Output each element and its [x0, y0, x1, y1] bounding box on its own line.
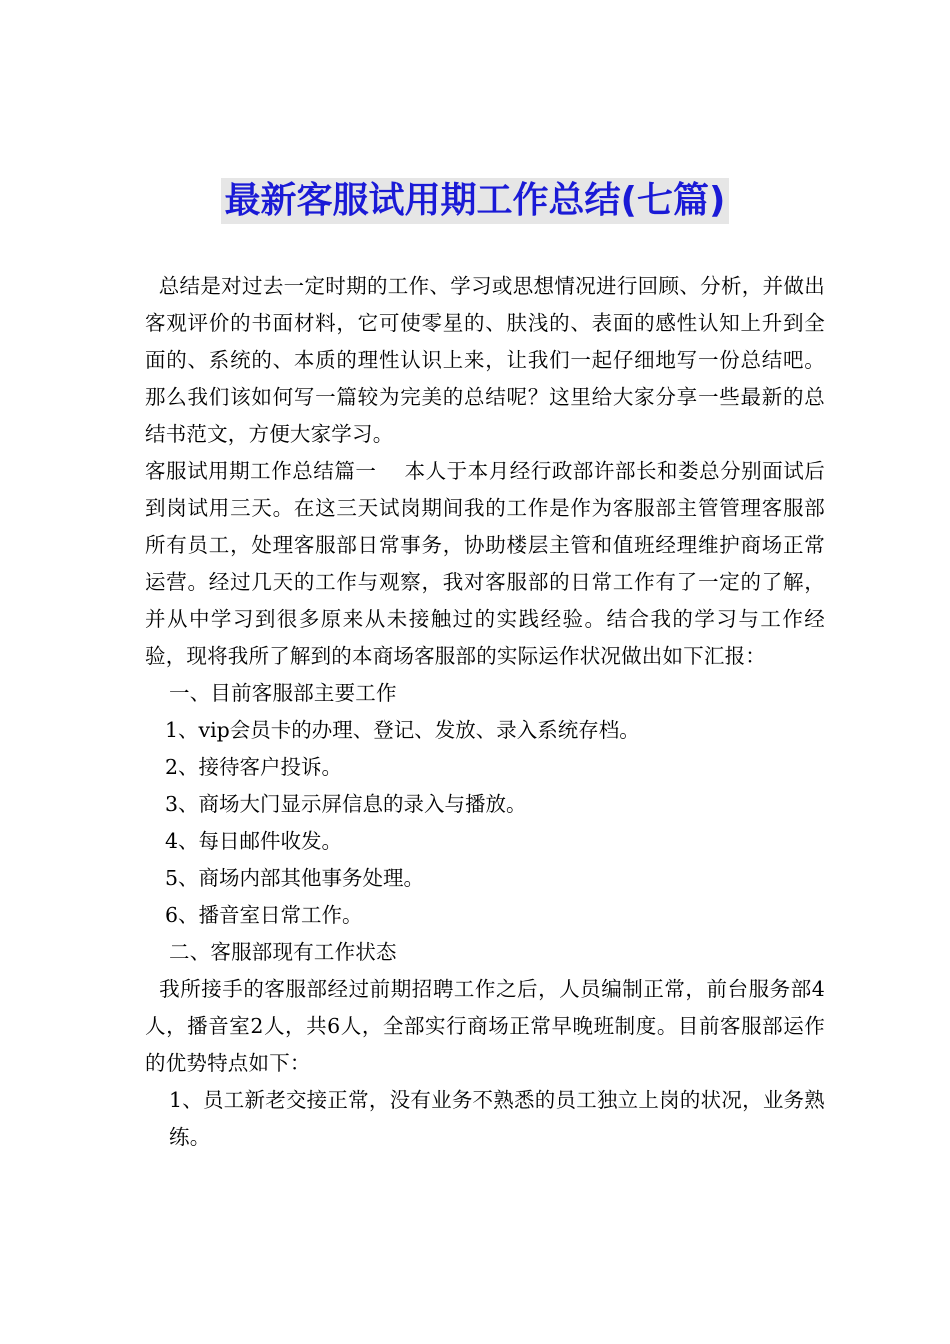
list-item: 4、每日邮件收发。 [165, 829, 343, 853]
list-item: 5、商场内部其他事务处理。 [165, 866, 425, 890]
section2-heading: 二、客服部现有工作状态 [169, 940, 397, 964]
section1-list [145, 712, 825, 934]
document-body [145, 268, 825, 1156]
intro-paragraph: 总结是对过去一定时期的工作、学习或思想情况进行回顾、分析，并做出客观评价的书面材料，它可使零星的、肤浅的、表面的感性认知上升到全面的、系统的、本质的理性认识上来，让我们一起仔细地写一份总结吧。那么我们该如何写一篇较为完美的总结呢？这里给大家分享一些最新的总结书范文，方便大家学习。 [145, 274, 825, 446]
list-item: 2、接待客户投诉。 [165, 755, 343, 779]
title-row [0, 178, 950, 224]
list-item: 1、vip会员卡的办理、登记、发放、录入系统存档。 [165, 718, 640, 742]
list-item: 3、商场大门显示屏信息的录入与播放。 [165, 792, 527, 816]
list-item: 6、播音室日常工作。 [165, 903, 363, 927]
section1-heading: 一、目前客服部主要工作 [169, 681, 397, 705]
document-title: 最新客服试用期工作总结(七篇) [221, 178, 730, 224]
section2-paragraph: 我所接手的客服部经过前期招聘工作之后，人员编制正常，前台服务部4人，播音室2人，共6人，全部实行商场正常早晚班制度。目前客服部运作的优势特点如下： [145, 977, 825, 1075]
section2-point-1: 1、员工新老交接正常，没有业务不熟悉的员工独立上岗的状况，业务熟练。 [169, 1088, 825, 1149]
article-opening-paragraph: 客服试用期工作总结篇一 本人于本月经行政部许部长和娄总分别面试后到岗试用三天。在这三天试岗期间我的工作是作为客服部主管管理客服部所有员工，处理客服部日常事务，协助楼层主管和值班经理维护商场正常运营。经过几天的工作与观察，我对客服部的日常工作有了一定的了解，并从中学习到很多原来从未接触过的实践经验。结合我的学习与工作经验，现将我所了解到的本商场客服部的实际运作状况做出如下汇报： [145, 459, 825, 668]
